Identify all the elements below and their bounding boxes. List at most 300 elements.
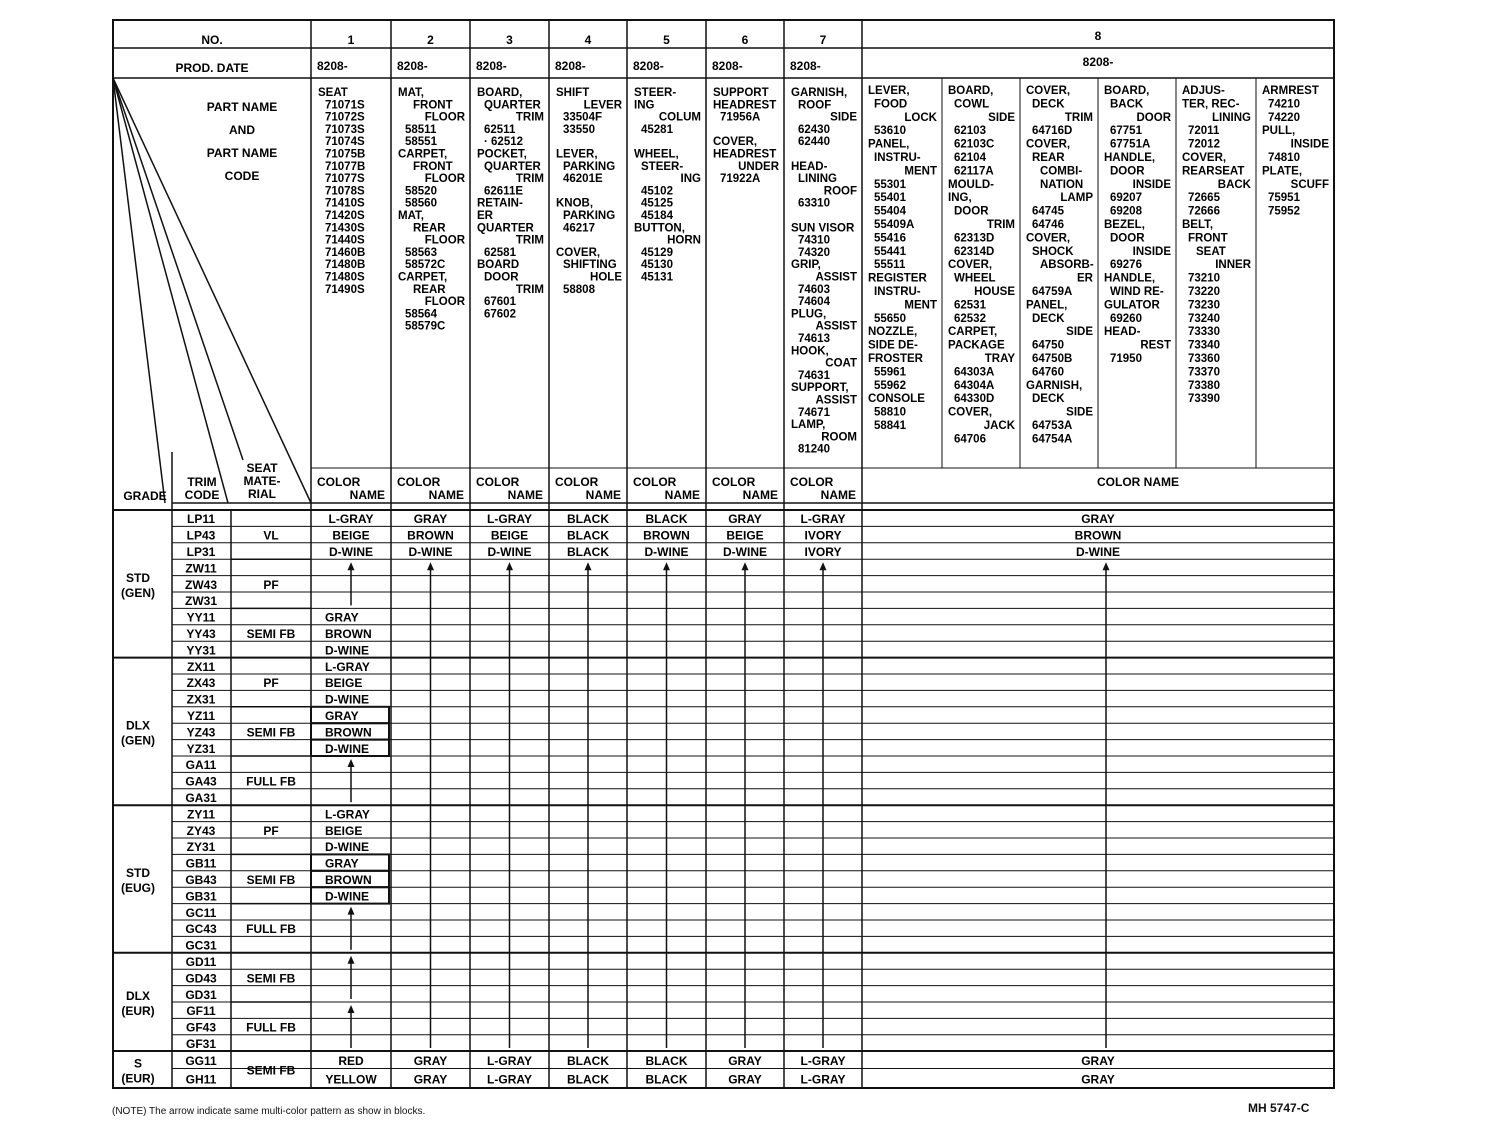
part-name-line: 64750B bbox=[1032, 353, 1073, 365]
repeat-arrow-head bbox=[348, 907, 355, 915]
part-name-line: GULATOR bbox=[1104, 299, 1160, 312]
part-name-line: 72665 bbox=[1188, 192, 1220, 205]
color-name-value: GRAY bbox=[728, 1053, 762, 1068]
color-name-label: COLOR bbox=[790, 475, 834, 489]
color-name-value: BEIGE bbox=[325, 823, 363, 838]
part-name-line: PANEL, bbox=[868, 138, 910, 151]
part-name-label: PART NAME bbox=[206, 146, 278, 160]
color-name-value: D-WINE bbox=[644, 545, 689, 559]
part-name-line: PARKING bbox=[563, 160, 616, 173]
part-name-line: FRONT bbox=[413, 160, 453, 173]
trim-code: GF43 bbox=[185, 1020, 217, 1035]
repeat-arrow-head bbox=[348, 759, 355, 767]
part-name-line: 74210 bbox=[1268, 98, 1300, 111]
trim-code: ZY43 bbox=[186, 823, 216, 838]
part-name-line: PLUG, bbox=[791, 308, 827, 321]
color-name-value: IVORY bbox=[804, 545, 842, 559]
seat-material-value: FULL FB bbox=[246, 1020, 296, 1035]
part-name-line: 64304A bbox=[954, 379, 995, 392]
color-name-label: NAME bbox=[349, 488, 385, 502]
part-name-line: 74603 bbox=[798, 283, 830, 296]
part-name-line: COVER, bbox=[948, 259, 993, 272]
part-name-line: 58511 bbox=[405, 123, 437, 136]
part-name-line: 69207 bbox=[1110, 192, 1142, 205]
grade-value: STD bbox=[126, 570, 150, 585]
trim-code: YZ31 bbox=[186, 741, 216, 756]
part-name-line: 71956A bbox=[720, 111, 761, 124]
part-name-line: 71430S bbox=[325, 222, 365, 235]
part-name-line: 62532 bbox=[954, 312, 986, 325]
repeat-arrow-head bbox=[348, 956, 355, 964]
part-name-line: 58551 bbox=[405, 136, 437, 149]
color-name-value: D-WINE bbox=[325, 741, 369, 756]
seat-material-value: SEMI FB bbox=[246, 1063, 296, 1078]
prod-date-label: PROD. DATE bbox=[175, 61, 249, 75]
part-name-line: ASSIST bbox=[815, 394, 857, 407]
part-name-line: DECK bbox=[1032, 98, 1065, 111]
part-name-line: QUARTER bbox=[484, 160, 541, 173]
part-name-line: 64753A bbox=[1032, 420, 1073, 432]
trim-code: GA11 bbox=[185, 758, 217, 773]
part-name-line: 72011 bbox=[1188, 125, 1220, 138]
part-name-line: SIDE DE- bbox=[868, 339, 918, 352]
part-name-line: FRONT bbox=[1188, 232, 1228, 245]
trim-code: GA31 bbox=[185, 791, 217, 805]
part-name-line: 71075B bbox=[325, 148, 366, 161]
part-name-line: SEAT bbox=[1196, 245, 1226, 258]
part-name-line: SHOCK bbox=[1032, 245, 1074, 258]
color-name-value: GRAY bbox=[1081, 1053, 1115, 1068]
part-name-line: FLOOR bbox=[424, 111, 465, 124]
part-name-line: DOOR bbox=[1110, 232, 1145, 245]
color-name-value: L-GRAY bbox=[487, 512, 532, 527]
part-name-line: ROOF bbox=[798, 99, 832, 112]
part-name-line: 45184 bbox=[641, 210, 673, 222]
part-name-line: FLOOR bbox=[424, 234, 465, 247]
part-name-line: HORN bbox=[667, 234, 701, 247]
color-name-value: BLACK bbox=[645, 512, 688, 527]
part-name-line: BACK bbox=[1217, 178, 1251, 191]
part-name-line: 74631 bbox=[798, 369, 830, 382]
part-name-line: WHEEL bbox=[954, 272, 996, 285]
part-name-line: REARSEAT bbox=[1182, 165, 1245, 178]
part-name-line: BACK bbox=[1110, 98, 1144, 111]
part-name-line: ASSIST bbox=[815, 320, 857, 333]
part-name-line: COVER, bbox=[1026, 85, 1071, 97]
part-name-line: 73230 bbox=[1188, 299, 1220, 312]
part-name-line: 58520 bbox=[405, 185, 437, 198]
part-name-line: ER bbox=[477, 210, 493, 222]
part-name-line: 45131 bbox=[641, 271, 673, 284]
part-name-line: 71480S bbox=[325, 271, 365, 284]
part-name-line: TRIM bbox=[515, 111, 544, 124]
part-name-line: 55409A bbox=[874, 219, 915, 231]
trim-code: GB43 bbox=[185, 873, 217, 887]
part-name-line: PLATE, bbox=[1262, 165, 1303, 178]
color-name-value: L-GRAY bbox=[800, 1072, 846, 1087]
part-name-line: REAR bbox=[1032, 152, 1065, 164]
part-name-line: 71950 bbox=[1110, 353, 1142, 365]
color-name-value: GRAY bbox=[325, 709, 359, 723]
grade-value: (GEN) bbox=[121, 733, 155, 748]
diagonal-rule bbox=[113, 78, 228, 503]
prod-date-value: 8208- bbox=[790, 59, 821, 73]
part-name-line: 53610 bbox=[874, 125, 906, 138]
part-name-line: REST bbox=[1140, 339, 1171, 352]
trim-code: YZ11 bbox=[186, 709, 216, 723]
part-name-line: 72012 bbox=[1188, 138, 1220, 151]
color-name-label: COLOR bbox=[476, 475, 520, 489]
part-name-line: FLOOR bbox=[424, 173, 465, 186]
part-name-line: QUARTER bbox=[484, 99, 541, 112]
part-name-line: 58572C bbox=[405, 259, 446, 272]
part-name-line: GARNISH, bbox=[1026, 379, 1083, 392]
color-name-value: BLACK bbox=[567, 512, 609, 527]
part-name-line: 67751A bbox=[1110, 138, 1151, 151]
part-name-line: REGISTER bbox=[868, 272, 927, 285]
repeat-arrow-head bbox=[742, 562, 749, 570]
trim-code: YY43 bbox=[186, 627, 216, 641]
part-name-line: INSIDE bbox=[1132, 178, 1171, 191]
color-name-value: L-GRAY bbox=[800, 512, 846, 527]
color-name-label: NAME bbox=[742, 488, 778, 502]
diagonal-rule bbox=[113, 78, 165, 503]
part-name-line: COVER, bbox=[1182, 152, 1227, 164]
part-name-line: HANDLE, bbox=[1104, 152, 1156, 164]
color-name-value: BROWN bbox=[325, 725, 372, 740]
part-name-line: 55961 bbox=[874, 366, 906, 379]
prod-date-value: 8208- bbox=[555, 59, 586, 73]
part-name-line: 55301 bbox=[874, 178, 906, 191]
part-name-line: 62103C bbox=[954, 138, 995, 151]
seat-material-label: RIAL bbox=[248, 487, 276, 501]
part-name-line: RETAIN- bbox=[477, 197, 523, 210]
part-name-line: 74604 bbox=[798, 296, 830, 309]
part-name-line: 46201E bbox=[563, 173, 603, 186]
color-name-value: L-GRAY bbox=[328, 512, 374, 527]
part-name-line: TER, REC- bbox=[1182, 98, 1240, 111]
part-name-line: BOARD, bbox=[948, 85, 994, 97]
trim-code: GC31 bbox=[185, 938, 217, 953]
part-name-line: HOLE bbox=[590, 271, 622, 284]
part-name-line: COVER, bbox=[1026, 232, 1071, 245]
part-name-line: BELT, bbox=[1182, 219, 1214, 231]
part-name-line: NATION bbox=[1040, 178, 1084, 191]
color-name-value: BEIGE bbox=[325, 676, 363, 691]
part-name-line: 62531 bbox=[954, 299, 986, 312]
color-name-label: NAME bbox=[428, 488, 464, 502]
part-name-line: COVER, bbox=[713, 136, 758, 149]
part-name-line: 71078S bbox=[325, 185, 365, 198]
part-name-line: 74671 bbox=[798, 406, 830, 419]
color-name-value: D-WINE bbox=[325, 692, 369, 707]
color-name-value: GRAY bbox=[1081, 1072, 1115, 1087]
part-name-line: 71420S bbox=[325, 210, 365, 222]
trim-code: GD43 bbox=[185, 971, 217, 986]
diagonal-rule bbox=[113, 78, 311, 503]
part-name-line: 71074S bbox=[325, 136, 365, 149]
seat-material-value: FULL FB bbox=[246, 774, 296, 789]
part-name-line: 71460B bbox=[325, 246, 366, 259]
part-name-line: SUPPORT, bbox=[791, 382, 849, 395]
part-name-line: KNOB, bbox=[556, 197, 594, 210]
part-name-line: 69260 bbox=[1110, 312, 1142, 325]
part-name-line: MAT, bbox=[398, 87, 424, 99]
part-name-line: CARPET, bbox=[948, 326, 998, 339]
part-name-line: 64750 bbox=[1032, 339, 1064, 352]
repeat-arrow-head bbox=[1103, 562, 1110, 570]
trim-code: GA43 bbox=[185, 774, 217, 789]
seat-material-value: PF bbox=[263, 577, 279, 592]
trim-code-label: TRIM bbox=[187, 475, 217, 489]
part-name-line: 62104 bbox=[954, 152, 986, 164]
part-name-line: 71073S bbox=[325, 123, 365, 136]
part-name-line: ER bbox=[1077, 272, 1093, 285]
part-name-line: WIND RE- bbox=[1110, 286, 1164, 298]
repeat-arrow-head bbox=[663, 562, 670, 570]
part-name-line: INNER bbox=[1215, 259, 1251, 272]
color-name-label: COLOR bbox=[317, 475, 361, 489]
part-name-line: 55962 bbox=[874, 379, 906, 392]
part-name-line: SHIFT bbox=[556, 87, 590, 99]
part-name-line: LINING bbox=[1212, 111, 1251, 124]
column-number: 5 bbox=[663, 33, 670, 47]
part-name-line: 73370 bbox=[1188, 366, 1220, 379]
part-name-line: 46217 bbox=[563, 222, 595, 235]
part-name-line: HOUSE bbox=[974, 286, 1015, 298]
color-name-value: BROWN bbox=[643, 528, 690, 543]
part-name-line: CONSOLE bbox=[868, 393, 925, 406]
part-name-line: 69276 bbox=[1110, 259, 1142, 272]
part-name-line: QUARTER bbox=[477, 222, 534, 235]
prod-date-value: 8208- bbox=[1082, 55, 1114, 69]
color-name-value: BLACK bbox=[567, 1072, 609, 1087]
part-name-line: STEER- bbox=[641, 160, 684, 173]
part-name-line: TRIM bbox=[515, 283, 544, 296]
color-name-value: L-GRAY bbox=[487, 1072, 532, 1087]
seat-material-value: PF bbox=[263, 676, 279, 691]
part-name-line: 64303A bbox=[954, 366, 995, 379]
part-name-line: REAR bbox=[413, 283, 446, 296]
color-name-value: D-WINE bbox=[329, 545, 373, 559]
trim-code: ZY31 bbox=[186, 840, 216, 855]
part-name-line: UNDER bbox=[738, 160, 779, 173]
part-name-line: ING, bbox=[948, 192, 972, 205]
part-name-line: TRIM bbox=[1064, 111, 1093, 124]
column-number: 6 bbox=[741, 33, 749, 47]
part-name-line: TRIM bbox=[515, 173, 544, 186]
column-number: 3 bbox=[506, 33, 513, 47]
grade-value: (EUG) bbox=[121, 881, 155, 895]
part-name-line: 45129 bbox=[641, 246, 673, 259]
trim-code: GB11 bbox=[185, 856, 217, 871]
trim-code: ZY11 bbox=[186, 807, 216, 822]
part-name-line: COWL bbox=[954, 98, 990, 111]
trim-code: GC11 bbox=[185, 905, 217, 920]
part-name-line: 58579C bbox=[405, 320, 446, 333]
diagonal-rule bbox=[113, 78, 243, 460]
grade-label: GRADE bbox=[123, 489, 167, 503]
color-name-value: D-WINE bbox=[325, 889, 369, 904]
part-name-line: 69208 bbox=[1110, 205, 1142, 218]
part-name-line: 64330D bbox=[954, 393, 995, 406]
part-name-line: COMBI- bbox=[1040, 165, 1083, 178]
part-name-line: 62117A bbox=[954, 165, 994, 178]
part-name-line: MAT, bbox=[398, 210, 424, 222]
part-name-line: LEVER, bbox=[868, 85, 910, 97]
part-name-line: BOARD, bbox=[1104, 85, 1150, 97]
part-name-line: 58563 bbox=[405, 246, 437, 259]
repeat-arrow-head bbox=[506, 562, 513, 570]
part-name-line: COVER, bbox=[1026, 138, 1071, 151]
color-name-value: D-WINE bbox=[325, 643, 369, 658]
color-name-value: L-GRAY bbox=[487, 1053, 532, 1068]
color-name-value: L-GRAY bbox=[325, 807, 370, 822]
part-name-line: 71410S bbox=[325, 197, 365, 210]
part-name-line: 64759A bbox=[1032, 286, 1073, 298]
prod-date-value: 8208- bbox=[633, 59, 664, 73]
color-name-value: D-WINE bbox=[325, 840, 369, 855]
color-name-label: COLOR bbox=[397, 475, 441, 489]
part-name-line: SUN VISOR bbox=[791, 222, 855, 235]
grade-value: DLX bbox=[126, 988, 150, 1003]
drawing-number: MH 5747-C bbox=[1248, 1101, 1310, 1115]
part-name-line: ING bbox=[634, 99, 655, 112]
part-name-line: 45125 bbox=[641, 197, 673, 210]
part-name-line: · 62512 bbox=[484, 136, 524, 149]
color-name-value: GRAY bbox=[413, 1072, 448, 1087]
seat-material-value: VL bbox=[263, 528, 279, 543]
trim-code: ZW31 bbox=[184, 594, 218, 609]
part-name-line: MOULD- bbox=[948, 178, 994, 191]
part-name-line: FOOD bbox=[874, 98, 908, 111]
column-number: 4 bbox=[584, 33, 592, 47]
part-name-line: BEZEL, bbox=[1104, 219, 1145, 231]
color-name-label: COLOR bbox=[555, 475, 599, 489]
part-name-line: 63310 bbox=[798, 197, 830, 210]
part-name-line: COLUM bbox=[658, 111, 701, 124]
part-name-line: 62430 bbox=[798, 123, 830, 136]
part-name-line: HEADREST bbox=[713, 148, 777, 161]
part-name-line: FLOOR bbox=[424, 296, 465, 309]
part-name-line: COVER, bbox=[556, 246, 601, 259]
part-name-line: 62511 bbox=[484, 123, 516, 136]
part-name-line: TRAY bbox=[984, 353, 1015, 365]
part-name-line: JACK bbox=[983, 420, 1015, 432]
part-name-line: 73380 bbox=[1188, 379, 1220, 392]
part-name-line: TRIM bbox=[515, 234, 544, 247]
part-name-line: 55404 bbox=[874, 205, 906, 218]
part-name-line: ARMREST bbox=[1262, 85, 1319, 97]
color-name-value: YELLOW bbox=[325, 1072, 377, 1087]
part-name-line: 55416 bbox=[874, 232, 906, 245]
part-name-line: 73390 bbox=[1188, 393, 1220, 406]
trim-code: GC43 bbox=[185, 922, 217, 937]
part-name-line: PACKAGE bbox=[948, 339, 1005, 352]
trim-code: YZ43 bbox=[186, 725, 216, 740]
part-name-line: 58560 bbox=[405, 197, 437, 210]
part-name-line: 74320 bbox=[798, 246, 830, 259]
part-name-line: GARNISH, bbox=[791, 87, 848, 99]
color-name-value: BEIGE bbox=[726, 528, 764, 543]
trim-code: GF11 bbox=[186, 1004, 216, 1019]
part-name-label: AND bbox=[229, 123, 255, 137]
color-name-value: D-WINE bbox=[408, 545, 453, 559]
seat-material-label: MATE- bbox=[243, 474, 281, 488]
part-name-line: 75952 bbox=[1268, 205, 1300, 218]
part-name-line: 75951 bbox=[1268, 192, 1300, 205]
grade-value: (EUR) bbox=[121, 1071, 155, 1086]
trim-code: ZX31 bbox=[186, 692, 216, 707]
trim-code: LP43 bbox=[186, 528, 216, 543]
trim-code: GF31 bbox=[185, 1036, 217, 1051]
part-name-line: POCKET, bbox=[477, 148, 527, 161]
part-name-line: WHEEL, bbox=[634, 148, 679, 161]
part-name-line: 67751 bbox=[1110, 125, 1142, 138]
part-name-line: ING bbox=[680, 173, 701, 186]
part-name-line: HEADREST bbox=[713, 99, 777, 112]
part-name-line: 64716D bbox=[1032, 125, 1073, 138]
part-name-line: 74613 bbox=[798, 333, 830, 345]
column-number: 7 bbox=[819, 33, 827, 47]
part-name-line: 73330 bbox=[1188, 326, 1220, 339]
trim-code: ZW11 bbox=[185, 561, 217, 576]
part-name-line: 67601 bbox=[484, 296, 516, 309]
part-name-line: DOOR bbox=[484, 271, 519, 284]
part-name-line: 45281 bbox=[641, 123, 673, 136]
part-name-line: 62103 bbox=[954, 125, 986, 138]
trim-code: GB31 bbox=[185, 889, 217, 904]
part-name-line: DOOR bbox=[1110, 165, 1145, 178]
color-name-value: BLACK bbox=[567, 545, 609, 559]
trim-code: GD11 bbox=[185, 955, 217, 969]
color-name-value: D-WINE bbox=[487, 545, 532, 559]
part-name-line: MENT bbox=[904, 165, 937, 178]
part-name-line: 58841 bbox=[874, 420, 906, 432]
part-name-line: 64760 bbox=[1032, 366, 1064, 379]
part-name-line: 45102 bbox=[641, 185, 673, 198]
repeat-arrow-head bbox=[348, 1005, 355, 1013]
part-name-line: 71077B bbox=[325, 160, 366, 173]
part-name-line: 71072S bbox=[325, 111, 365, 124]
color-name-value: GRAY bbox=[325, 610, 359, 625]
color-name-label: COLOR bbox=[712, 475, 756, 489]
part-name-line: LAMP bbox=[1060, 192, 1093, 205]
color-name-value: BLACK bbox=[567, 528, 609, 543]
part-name-line: 62611E bbox=[484, 185, 524, 198]
part-name-line: 71480B bbox=[325, 259, 366, 272]
grade-value: (EUR) bbox=[121, 1003, 155, 1018]
color-name-label: NAME bbox=[664, 488, 700, 502]
color-name-value: BEIGE bbox=[490, 528, 529, 543]
grade-value: (GEN) bbox=[121, 585, 155, 600]
part-name-line: 62313D bbox=[954, 232, 995, 245]
part-name-line: 62581 bbox=[484, 246, 516, 259]
trim-code: ZW43 bbox=[184, 577, 218, 592]
color-name-label: COLOR NAME bbox=[1097, 475, 1179, 489]
part-name-line: 55401 bbox=[874, 192, 906, 205]
part-name-line: 72666 bbox=[1188, 205, 1220, 218]
part-name-line: DECK bbox=[1032, 312, 1065, 325]
part-name-line: CARPET, bbox=[398, 148, 448, 161]
part-name-line: BOARD bbox=[477, 259, 520, 272]
part-name-line: CARPET, bbox=[398, 271, 448, 284]
part-name-line: PULL, bbox=[1262, 125, 1296, 138]
part-name-line: INSTRU- bbox=[874, 286, 921, 298]
part-name-line: 33550 bbox=[563, 123, 595, 136]
part-name-line: DECK bbox=[1032, 393, 1065, 406]
part-name-label: PART NAME bbox=[206, 100, 278, 114]
